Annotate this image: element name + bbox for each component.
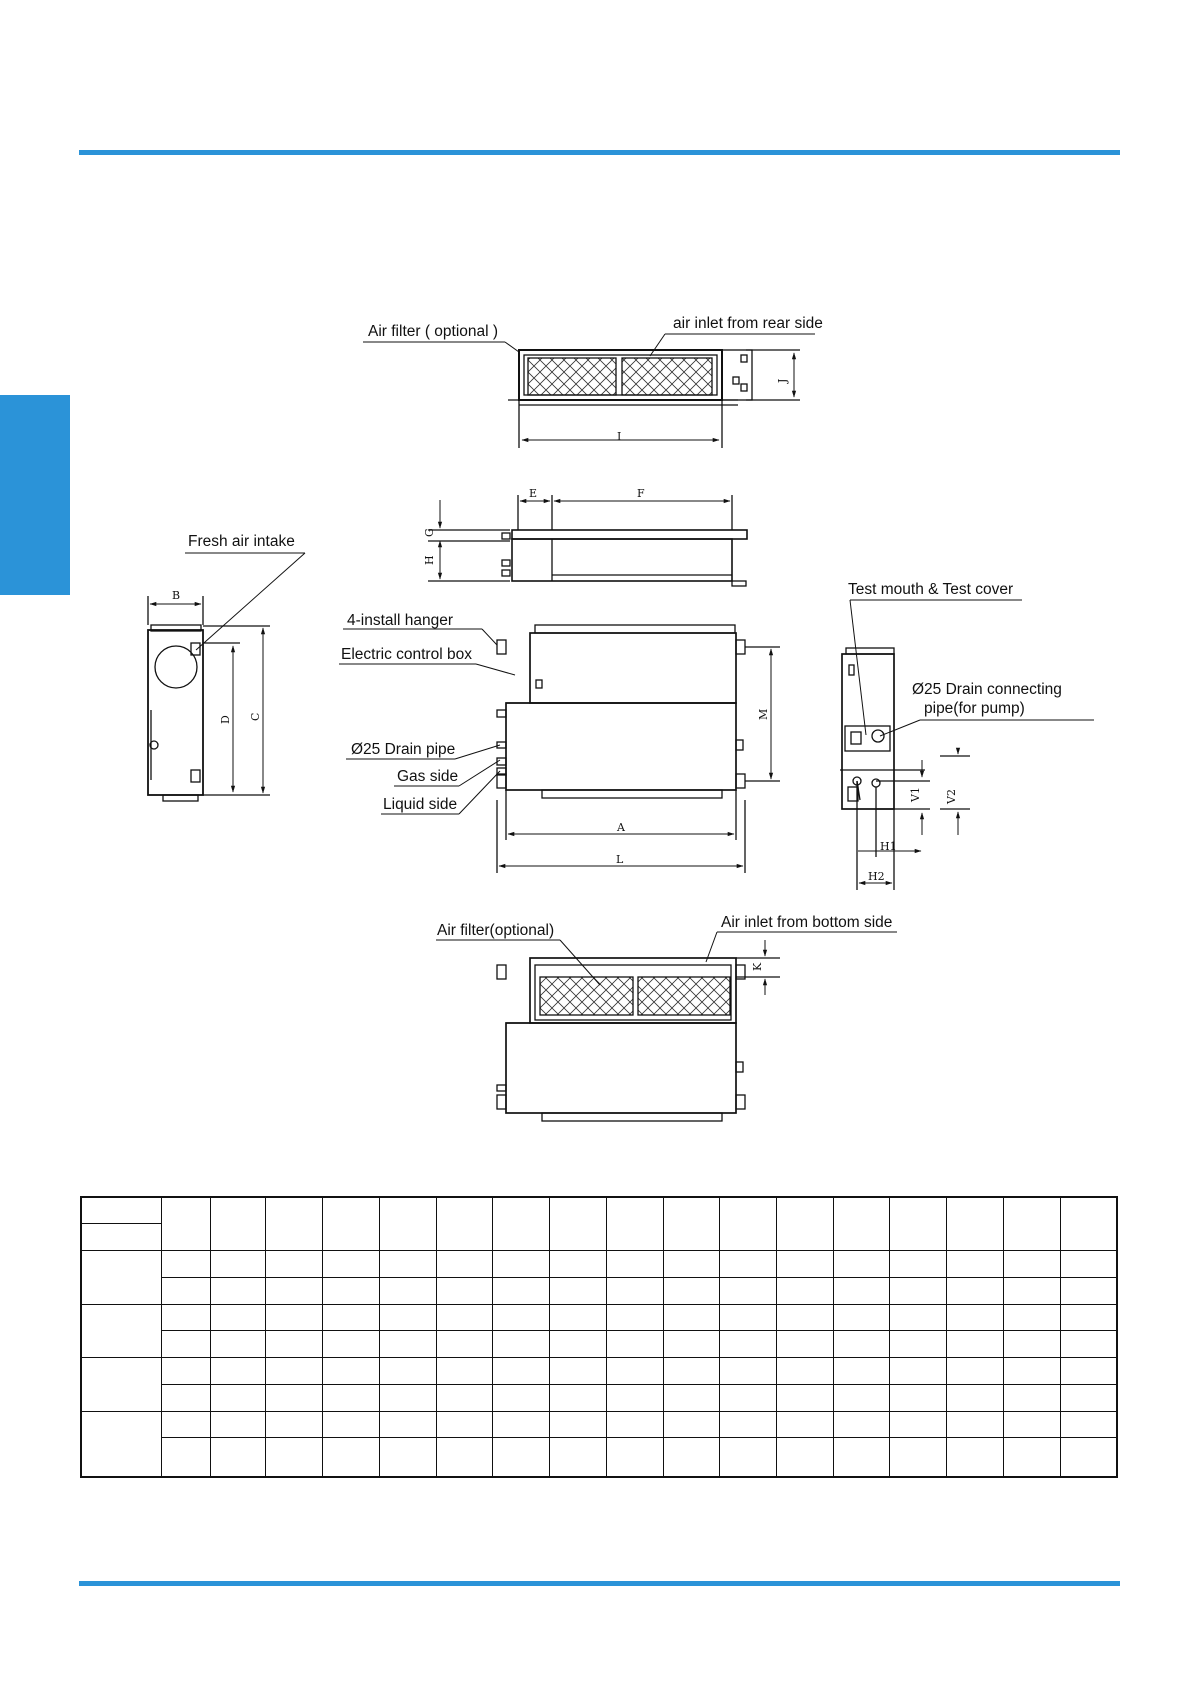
table-cell — [379, 1251, 436, 1278]
dim-A: A — [617, 821, 625, 834]
table-cell — [323, 1411, 380, 1438]
table-cell — [606, 1277, 663, 1304]
table-cell — [493, 1331, 550, 1358]
table-cell — [1060, 1411, 1117, 1438]
label-air-filter-rear: Air filter ( optional ) — [368, 323, 499, 340]
table-cell — [890, 1277, 947, 1304]
table-header-cell — [663, 1197, 720, 1251]
table-cell — [1003, 1438, 1060, 1477]
table-cell — [1003, 1384, 1060, 1411]
table-cell — [890, 1251, 947, 1278]
table-cell — [550, 1304, 607, 1331]
dim-V2: V2 — [945, 789, 958, 804]
table-cell — [210, 1438, 266, 1477]
table-cell — [493, 1411, 550, 1438]
table-cell — [379, 1384, 436, 1411]
table-cell — [379, 1438, 436, 1477]
table-cell — [379, 1304, 436, 1331]
dim-D: D — [219, 715, 232, 724]
table-cell — [833, 1251, 890, 1278]
table-cell — [436, 1358, 493, 1385]
table-cell — [833, 1438, 890, 1477]
table-cell — [777, 1331, 834, 1358]
dim-K: K — [751, 962, 764, 971]
table-cell — [493, 1358, 550, 1385]
table-cell — [890, 1411, 947, 1438]
table-cell — [210, 1251, 266, 1278]
table-row — [81, 1331, 1117, 1358]
table-cell — [833, 1277, 890, 1304]
table-cell — [777, 1438, 834, 1477]
table-cell — [323, 1438, 380, 1477]
dim-G: G — [423, 528, 436, 537]
table-cell — [436, 1304, 493, 1331]
dim-E: E — [529, 487, 538, 500]
table-cell — [947, 1331, 1004, 1358]
table-cell — [833, 1411, 890, 1438]
label-drain-pipe: Ø25 Drain pipe — [351, 741, 456, 758]
table-row — [81, 1304, 1117, 1331]
label-air-inlet-bottom: Air inlet from bottom side — [721, 914, 893, 931]
table-cell — [493, 1251, 550, 1278]
dim-H2: H2 — [868, 870, 885, 883]
table-cell — [720, 1411, 777, 1438]
table-header-cell — [550, 1197, 607, 1251]
table-cell — [1060, 1438, 1117, 1477]
table-cell — [266, 1411, 323, 1438]
table-cell — [550, 1438, 607, 1477]
table-cell — [1060, 1277, 1117, 1304]
table-cell — [1003, 1411, 1060, 1438]
table-cell — [720, 1358, 777, 1385]
table-cell — [162, 1251, 210, 1278]
table-cell — [550, 1411, 607, 1438]
table-cell — [606, 1384, 663, 1411]
table-cell — [777, 1277, 834, 1304]
table-cell — [210, 1358, 266, 1385]
table-cell — [720, 1277, 777, 1304]
table-row — [81, 1277, 1117, 1304]
table-cell — [663, 1438, 720, 1477]
table-cell — [1060, 1304, 1117, 1331]
table-cell — [379, 1331, 436, 1358]
table-row — [81, 1358, 1117, 1385]
table-cell — [890, 1384, 947, 1411]
label-electric-control-box: Electric control box — [341, 646, 472, 663]
dim-H: H — [423, 555, 436, 565]
table-cell — [162, 1384, 210, 1411]
table-cell — [162, 1438, 210, 1477]
table-cell — [162, 1304, 210, 1331]
table-cell — [436, 1384, 493, 1411]
table-cell — [663, 1411, 720, 1438]
table-cell — [379, 1411, 436, 1438]
table-cell — [493, 1384, 550, 1411]
dim-I: I — [617, 430, 622, 443]
table-header-cell — [266, 1197, 323, 1251]
table-cell — [663, 1331, 720, 1358]
table-cell — [947, 1277, 1004, 1304]
label-gas-side: Gas side — [397, 768, 459, 785]
bottom-view-bottom-inlet — [436, 932, 897, 1121]
dim-H1: H1 — [880, 840, 897, 853]
table-cell — [777, 1384, 834, 1411]
dim-F: F — [637, 487, 645, 500]
table-header-cell — [162, 1197, 210, 1251]
table-header-cell — [493, 1197, 550, 1251]
table-row — [81, 1438, 1117, 1477]
table-cell — [323, 1384, 380, 1411]
table-cell — [550, 1358, 607, 1385]
table-cell — [1060, 1331, 1117, 1358]
table-cell — [210, 1384, 266, 1411]
table-header-cell — [436, 1197, 493, 1251]
front-view — [428, 495, 747, 586]
table-cell — [947, 1438, 1004, 1477]
label-drain-connecting-1: Ø25 Drain connecting — [912, 681, 1062, 698]
table-cell — [890, 1304, 947, 1331]
table-cell — [833, 1331, 890, 1358]
table-cell — [606, 1304, 663, 1331]
table-cell — [162, 1277, 210, 1304]
table-group-cell — [81, 1411, 162, 1477]
table-header-cell — [379, 1197, 436, 1251]
table-header-cell — [833, 1197, 890, 1251]
table-cell — [436, 1251, 493, 1278]
right-side-view — [840, 600, 1094, 890]
table-cell — [777, 1411, 834, 1438]
table-cell — [720, 1384, 777, 1411]
table-group-cell — [81, 1251, 162, 1305]
table-cell — [266, 1331, 323, 1358]
table-header-cell — [1060, 1197, 1117, 1251]
table-cell — [947, 1251, 1004, 1278]
table-cell — [1003, 1277, 1060, 1304]
table-cell — [436, 1411, 493, 1438]
dim-V1: V1 — [909, 787, 922, 802]
table-cell — [323, 1358, 380, 1385]
table-cell — [947, 1384, 1004, 1411]
table-cell — [947, 1411, 1004, 1438]
table-cell — [890, 1331, 947, 1358]
table-cell — [606, 1438, 663, 1477]
table-cell — [720, 1438, 777, 1477]
table-cell — [550, 1384, 607, 1411]
table-group-cell — [81, 1358, 162, 1412]
dim-M: M — [757, 708, 770, 720]
table-cell — [266, 1384, 323, 1411]
table-header-cell — [890, 1197, 947, 1251]
top-view-rear-inlet — [363, 334, 815, 448]
table-cell — [947, 1358, 1004, 1385]
table-cell — [833, 1304, 890, 1331]
table-cell — [777, 1251, 834, 1278]
table-cell — [493, 1277, 550, 1304]
table-cell — [663, 1251, 720, 1278]
table-cell — [266, 1277, 323, 1304]
table-cell — [720, 1304, 777, 1331]
table-cell — [1003, 1304, 1060, 1331]
table-cell — [162, 1331, 210, 1358]
table-cell — [436, 1438, 493, 1477]
label-air-filter-bottom: Air filter(optional) — [437, 922, 555, 939]
table-cell — [379, 1277, 436, 1304]
table-cell — [606, 1331, 663, 1358]
table-header-cell — [81, 1224, 162, 1251]
table-row — [81, 1384, 1117, 1411]
table-cell — [663, 1358, 720, 1385]
table-cell — [493, 1304, 550, 1331]
table-cell — [720, 1331, 777, 1358]
table-cell — [550, 1251, 607, 1278]
dim-J: J — [776, 378, 789, 383]
table-cell — [162, 1411, 210, 1438]
table-header-cell — [720, 1197, 777, 1251]
table-cell — [210, 1331, 266, 1358]
table-cell — [493, 1438, 550, 1477]
table-cell — [1060, 1384, 1117, 1411]
table-row — [81, 1251, 1117, 1278]
dim-B: B — [172, 589, 181, 602]
table-cell — [266, 1438, 323, 1477]
table-cell — [663, 1384, 720, 1411]
table-cell — [947, 1304, 1004, 1331]
table-cell — [663, 1304, 720, 1331]
label-test-mouth: Test mouth & Test cover — [848, 581, 1014, 598]
table-cell — [1060, 1358, 1117, 1385]
label-liquid-side: Liquid side — [383, 796, 458, 813]
table-cell — [550, 1277, 607, 1304]
table-cell — [1003, 1331, 1060, 1358]
table-cell — [1003, 1251, 1060, 1278]
table-cell — [323, 1331, 380, 1358]
dimension-table — [80, 1196, 1118, 1478]
dim-C: C — [249, 712, 262, 721]
table-cell — [777, 1358, 834, 1385]
table-cell — [266, 1304, 323, 1331]
table-row — [81, 1411, 1117, 1438]
table-cell — [606, 1358, 663, 1385]
table-header-cell — [947, 1197, 1004, 1251]
table-cell — [379, 1358, 436, 1385]
table-cell — [606, 1411, 663, 1438]
table-group-cell — [81, 1304, 162, 1358]
label-drain-connecting-2: pipe(for pump) — [924, 700, 1025, 717]
table-cell — [162, 1358, 210, 1385]
table-header-cell — [81, 1197, 162, 1224]
table-cell — [890, 1438, 947, 1477]
table-cell — [436, 1277, 493, 1304]
table-cell — [323, 1277, 380, 1304]
table-cell — [1003, 1358, 1060, 1385]
table-cell — [720, 1251, 777, 1278]
table-cell — [777, 1304, 834, 1331]
table-cell — [833, 1384, 890, 1411]
table-cell — [550, 1331, 607, 1358]
table-header-cell — [606, 1197, 663, 1251]
label-air-inlet-rear: air inlet from rear side — [673, 315, 823, 332]
table-cell — [210, 1411, 266, 1438]
table-header-cell — [210, 1197, 266, 1251]
table-cell — [323, 1304, 380, 1331]
label-install-hanger: 4-install hanger — [347, 612, 453, 629]
table-header-cell — [323, 1197, 380, 1251]
table-cell — [606, 1251, 663, 1278]
table-header-cell — [777, 1197, 834, 1251]
table-cell — [436, 1331, 493, 1358]
table-cell — [210, 1304, 266, 1331]
table-cell — [323, 1251, 380, 1278]
table-cell — [1060, 1251, 1117, 1278]
dim-L: L — [616, 853, 624, 866]
table-cell — [833, 1358, 890, 1385]
table-row — [81, 1197, 1117, 1224]
label-fresh-air-intake: Fresh air intake — [188, 533, 295, 550]
table-cell — [663, 1277, 720, 1304]
table-cell — [890, 1358, 947, 1385]
table-cell — [266, 1251, 323, 1278]
table-cell — [266, 1358, 323, 1385]
table-header-cell — [1003, 1197, 1060, 1251]
table-cell — [210, 1277, 266, 1304]
